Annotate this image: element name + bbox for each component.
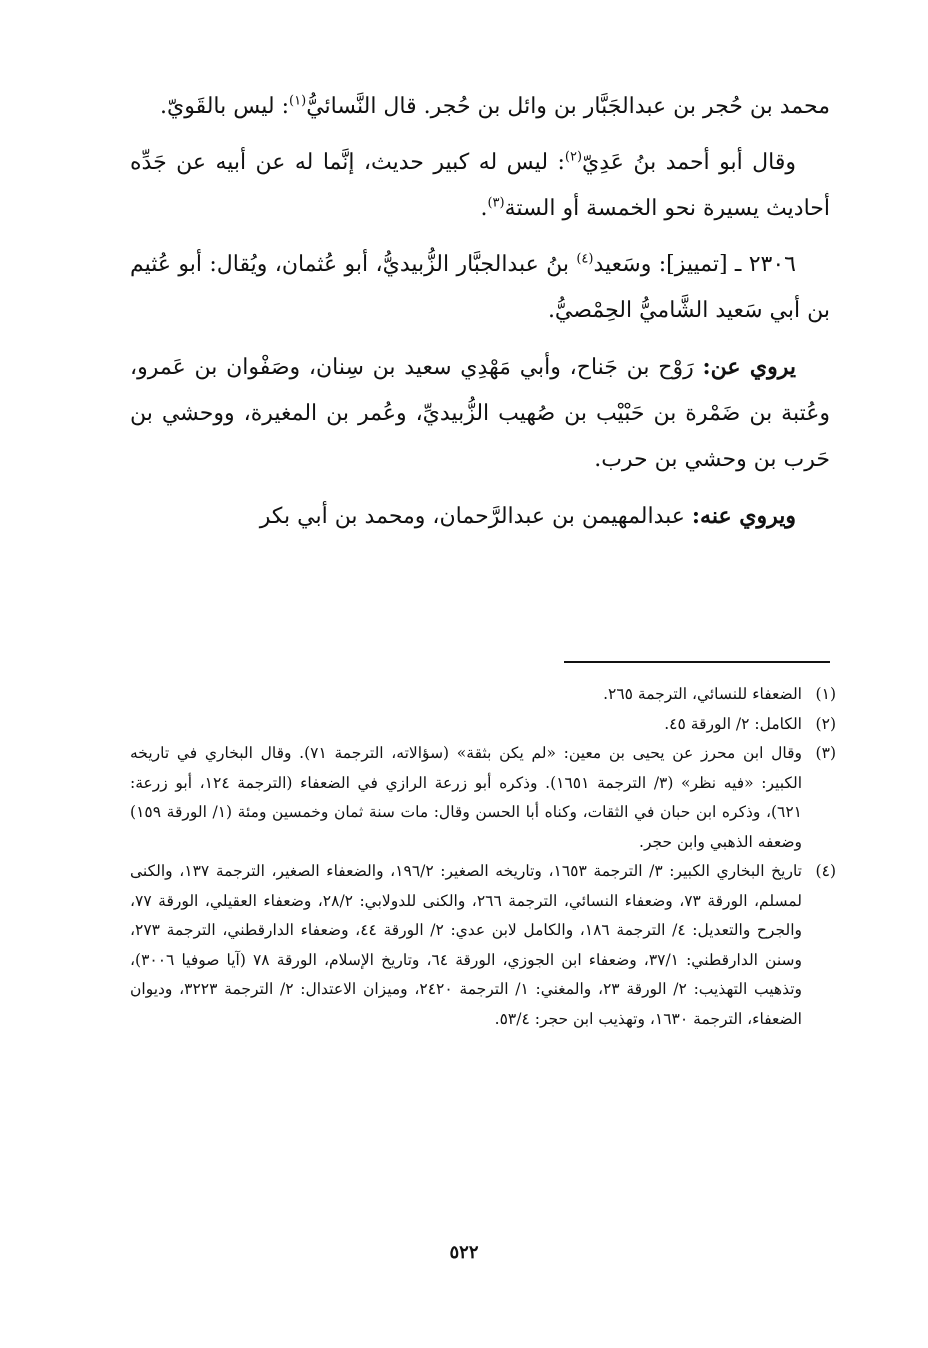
paragraph-2-mid: : ليس له كبير حديث، إنَّما له عن أبيه عن جَدِّه أحاديث يسيرة نحو الخمسة أو الستة [130,150,830,221]
narrated-by-list: عبدالمهيمن بن عبدالرَّحمان، ومحمد بن أبي بكر [259,504,692,529]
paragraph-1-tail: : ليس بالقَويّ. [160,94,290,119]
paragraph-2-tail: . [480,196,488,221]
footnote-text: تاريخ البخاري الكبير: ٣/ الترجمة ١٦٥٣، وتاريخه الصغير: ١٩٦/٢، والضعفاء الصغير، الترجمة ١٣٧، والكنى لمسلم، الورقة ٧٣، وضعفاء النسائي، الترجمة ٢٦٦، والكنى للدولابي: ٢٨/٢، وضعفاء العقيلي، الورقة ٧٧، والجرح والتعديل: ٤/ الترجمة ١٨٦، والكامل لابن عدي: ٢/ الورقة ٤٤، وضعفاء الدارقطني، الترجمة ٢٧٣، وسنن الدارقطني: ٣٧/١، وضعفاء ابن الجوزي، الورقة ٦٤، وتاريخ الإسلام، الورقة ٧٨ (آيا صوفيا ٣٠٠٦)، وتذهيب التهذيب: ٢/ الورقة ٢٣، والمغني: ١/ الترجمة ٢٤٢٠، وميزان الاعتدال: ٢/ الترجمة ٣٢٢٣، وديوان الضعفاء، الترجمة ١٦٣٠، وتهذيب ابن حجر: ٥٣/٤. [130,862,803,1028]
paragraph-1 [130,84,830,130]
footnote-text: الكامل: ٢/ الورقة ٤٥. [664,714,802,733]
narrates-from [130,344,830,483]
footnote-2 [130,710,836,740]
footnote-number: (٣) [815,744,836,762]
narrated-by [130,493,830,540]
entry-2306 [130,242,830,334]
footnote-3 [130,739,836,857]
footnote-number: (١) [815,685,836,703]
footnote-number: (٤) [815,862,836,880]
footnotes [130,680,836,1034]
entry-2306-tail: بنُ عبدالجبَّار الزُّبيديُّ، أبو عُثمان، ويُقال: أبو عُثيم بن أبي سَعيد الشَّاميُّ الحِمْصيُّ. [130,252,830,323]
narrates-from-list: رَوْح بن جَناح، وأبي مَهْدِي سعيد بن سِنان، وصَفْوان بن عَمرو، وعُتبة بن ضَمْرة بن حَبْيْب بن صُهيب الزُّبيديِّ، وعُمر بن المغيرة، ووحشي بن حَرب بن وحشي بن حرب. [130,355,830,472]
footnote-ref-3[interactable]: (٣) [487,195,505,211]
page-number: ٥٢٢ [449,1242,479,1263]
footnote-4 [130,857,836,1034]
paragraph-1-text: محمد بن حُجر بن عبدالجَبَّار بن وائل بن حُجر. قال النَّسائيُّ [306,94,830,119]
main-text [130,84,830,550]
entry-2306-lead: ٢٣٠٦ ـ [تمييز]: وسَعيد [593,252,796,277]
footnote-text: الضعفاء للنسائي، الترجمة ٢٦٥. [603,685,802,703]
footnote-1 [130,680,836,710]
narrates-from-label: يروي عن: [702,354,796,380]
paragraph-2-text: وقال أبو أحمد بنُ عَدِيّ [582,150,796,175]
footnote-ref-4[interactable]: (٤) [576,251,594,267]
narrated-by-label: ويروي عنه: [691,503,796,529]
footnote-ref-2[interactable]: (٢) [564,149,583,165]
paragraph-2 [130,140,830,232]
footnote-number: (٢) [815,714,836,733]
footnote-ref-1[interactable]: (١) [289,93,307,109]
footnote-separator [564,661,830,663]
footnote-text: وقال ابن محرز عن يحيى بن معين: «لم يكن بثقة» (سؤالاته، الترجمة ٧١). وقال البخاري في تاريخه الكبير: «فيه نظر» (٣/ الترجمة ١٦٥١). وذكره أبو زرعة الرازي في الضعفاء (الترجمة ١٢٤، أبو زرعة: ٦٢١)، وذكره ابن حبان في الثقات، وكناه أبا الحسن وقال: مات سنة ثمان وخمسين ومئة (١/ الورقة ١٥٩) وضعفه الذهبي وابن حجر. [130,744,802,851]
